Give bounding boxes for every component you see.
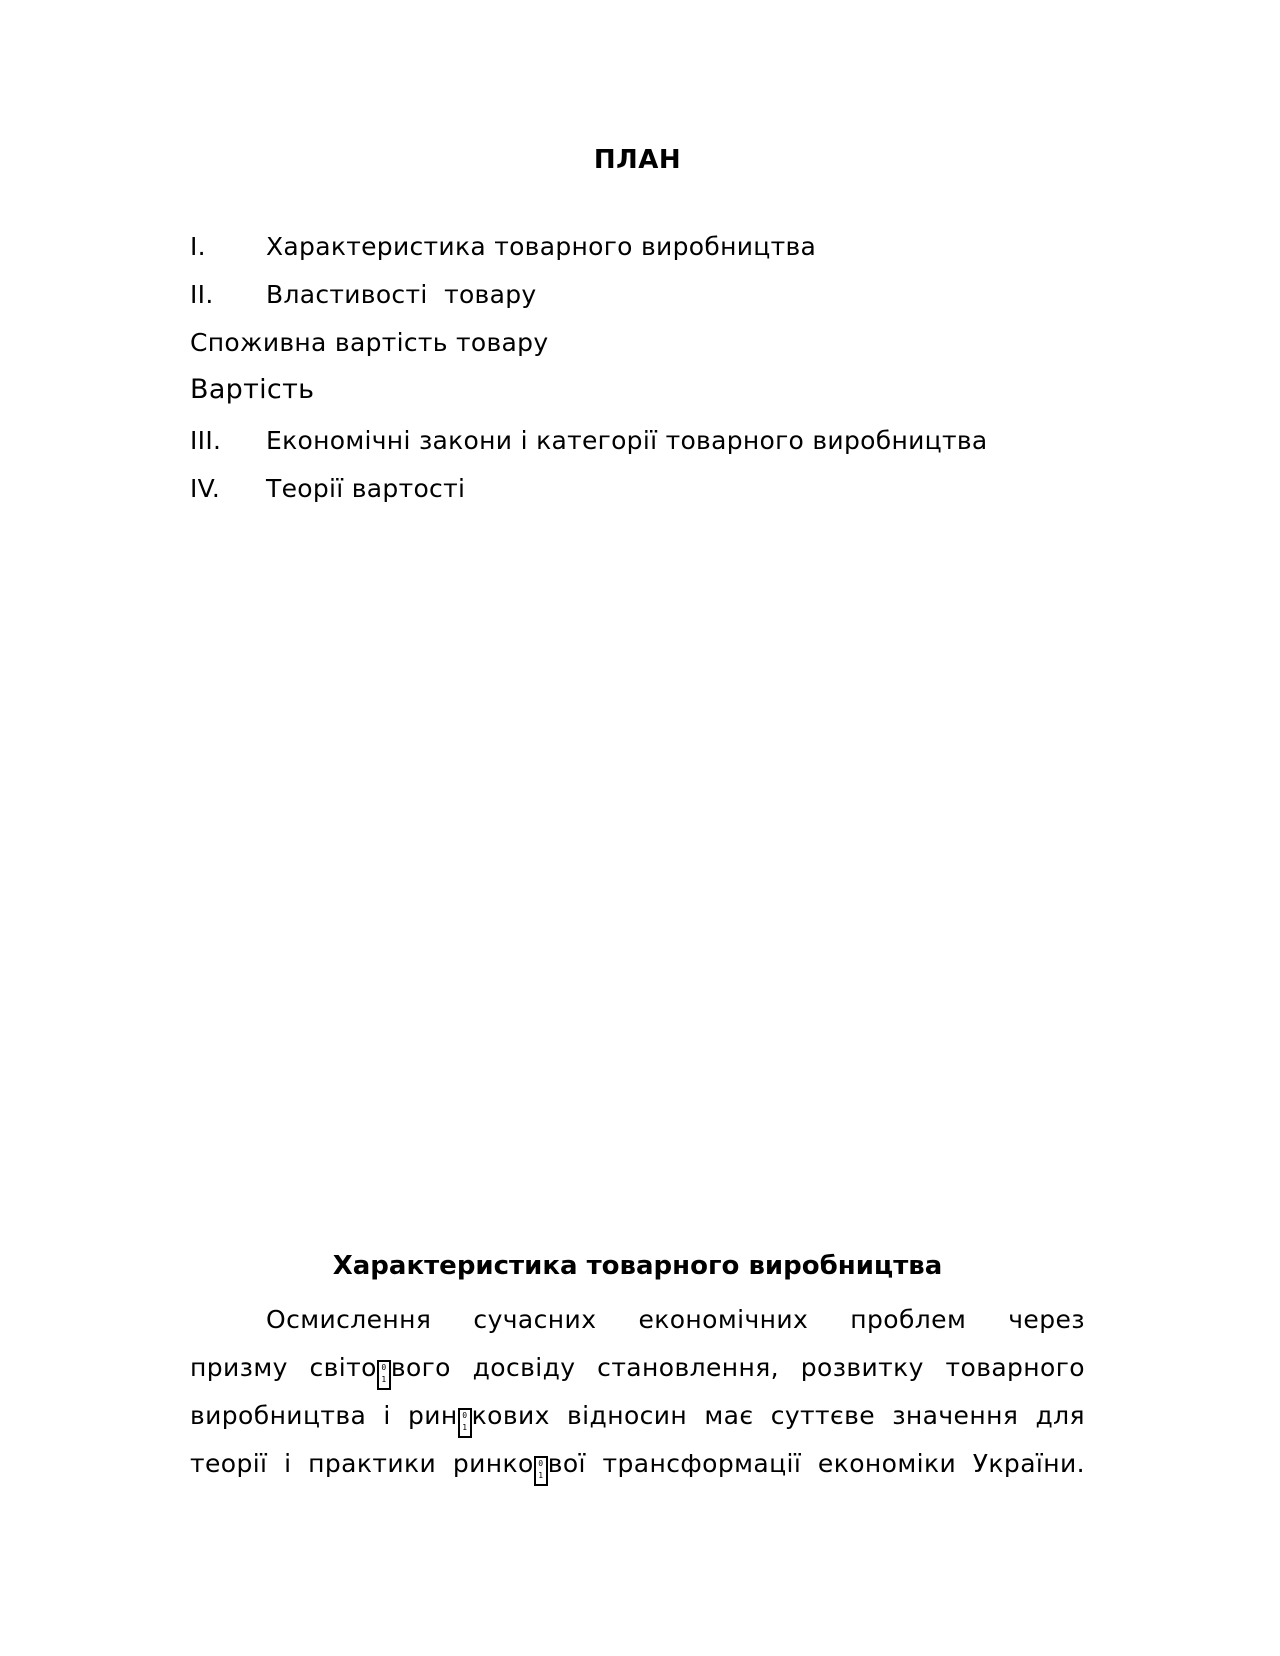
- paragraph-line: [190, 1440, 1085, 1488]
- paragraph-line: [190, 1296, 1085, 1344]
- plan-title: ПЛАН: [593, 145, 682, 175]
- section-heading: Характеристика товарного виробництва: [332, 1251, 943, 1281]
- paragraph-line: [190, 1392, 1085, 1440]
- plan-item-number: IV.: [190, 474, 221, 503]
- paragraph-text: вого досвіду становлення, розвитку товарного: [390, 1353, 1085, 1382]
- plan-item-number: III.: [190, 426, 222, 455]
- paragraph-text: теорії і практики ринко: [190, 1449, 534, 1478]
- plan-item-text: Економічні закони і категорії товарного виробництва: [266, 426, 988, 455]
- paragraph-word: через: [1008, 1305, 1085, 1334]
- paragraph-text: кових відносин має суттєве значення для: [471, 1401, 1085, 1430]
- plan-subitem: [190, 375, 314, 405]
- body-paragraph: [190, 1296, 1085, 1488]
- paragraph-text: вої трансформації економіки України.: [547, 1449, 1085, 1478]
- plan-subitem: [190, 328, 548, 358]
- paragraph-word: Осмислення: [266, 1305, 432, 1334]
- missing-glyph-icon: 0 1: [534, 1456, 548, 1486]
- plan-item-text: Характеристика товарного виробництва: [266, 232, 817, 261]
- paragraph-text: виробництва і рин: [190, 1401, 458, 1430]
- missing-glyph-icon: 0 1: [458, 1408, 472, 1438]
- paragraph-word: сучасних: [473, 1305, 597, 1334]
- missing-glyph-icon: 0 1: [377, 1360, 391, 1390]
- paragraph-word: проблем: [850, 1305, 967, 1334]
- paragraph-line: [190, 1344, 1085, 1392]
- paragraph-word: економічних: [638, 1305, 809, 1334]
- plan-subitem-text: Споживна вартість товару: [190, 328, 549, 357]
- plan-subitem-text: Вартість: [190, 374, 315, 405]
- plan-item-text: Властивості товару: [266, 280, 537, 309]
- paragraph-text: призму світо: [190, 1353, 377, 1382]
- plan-item-number: I.: [190, 232, 206, 261]
- plan-item-number: II.: [190, 280, 214, 309]
- plan-item-text: Теорії вартості: [266, 474, 466, 503]
